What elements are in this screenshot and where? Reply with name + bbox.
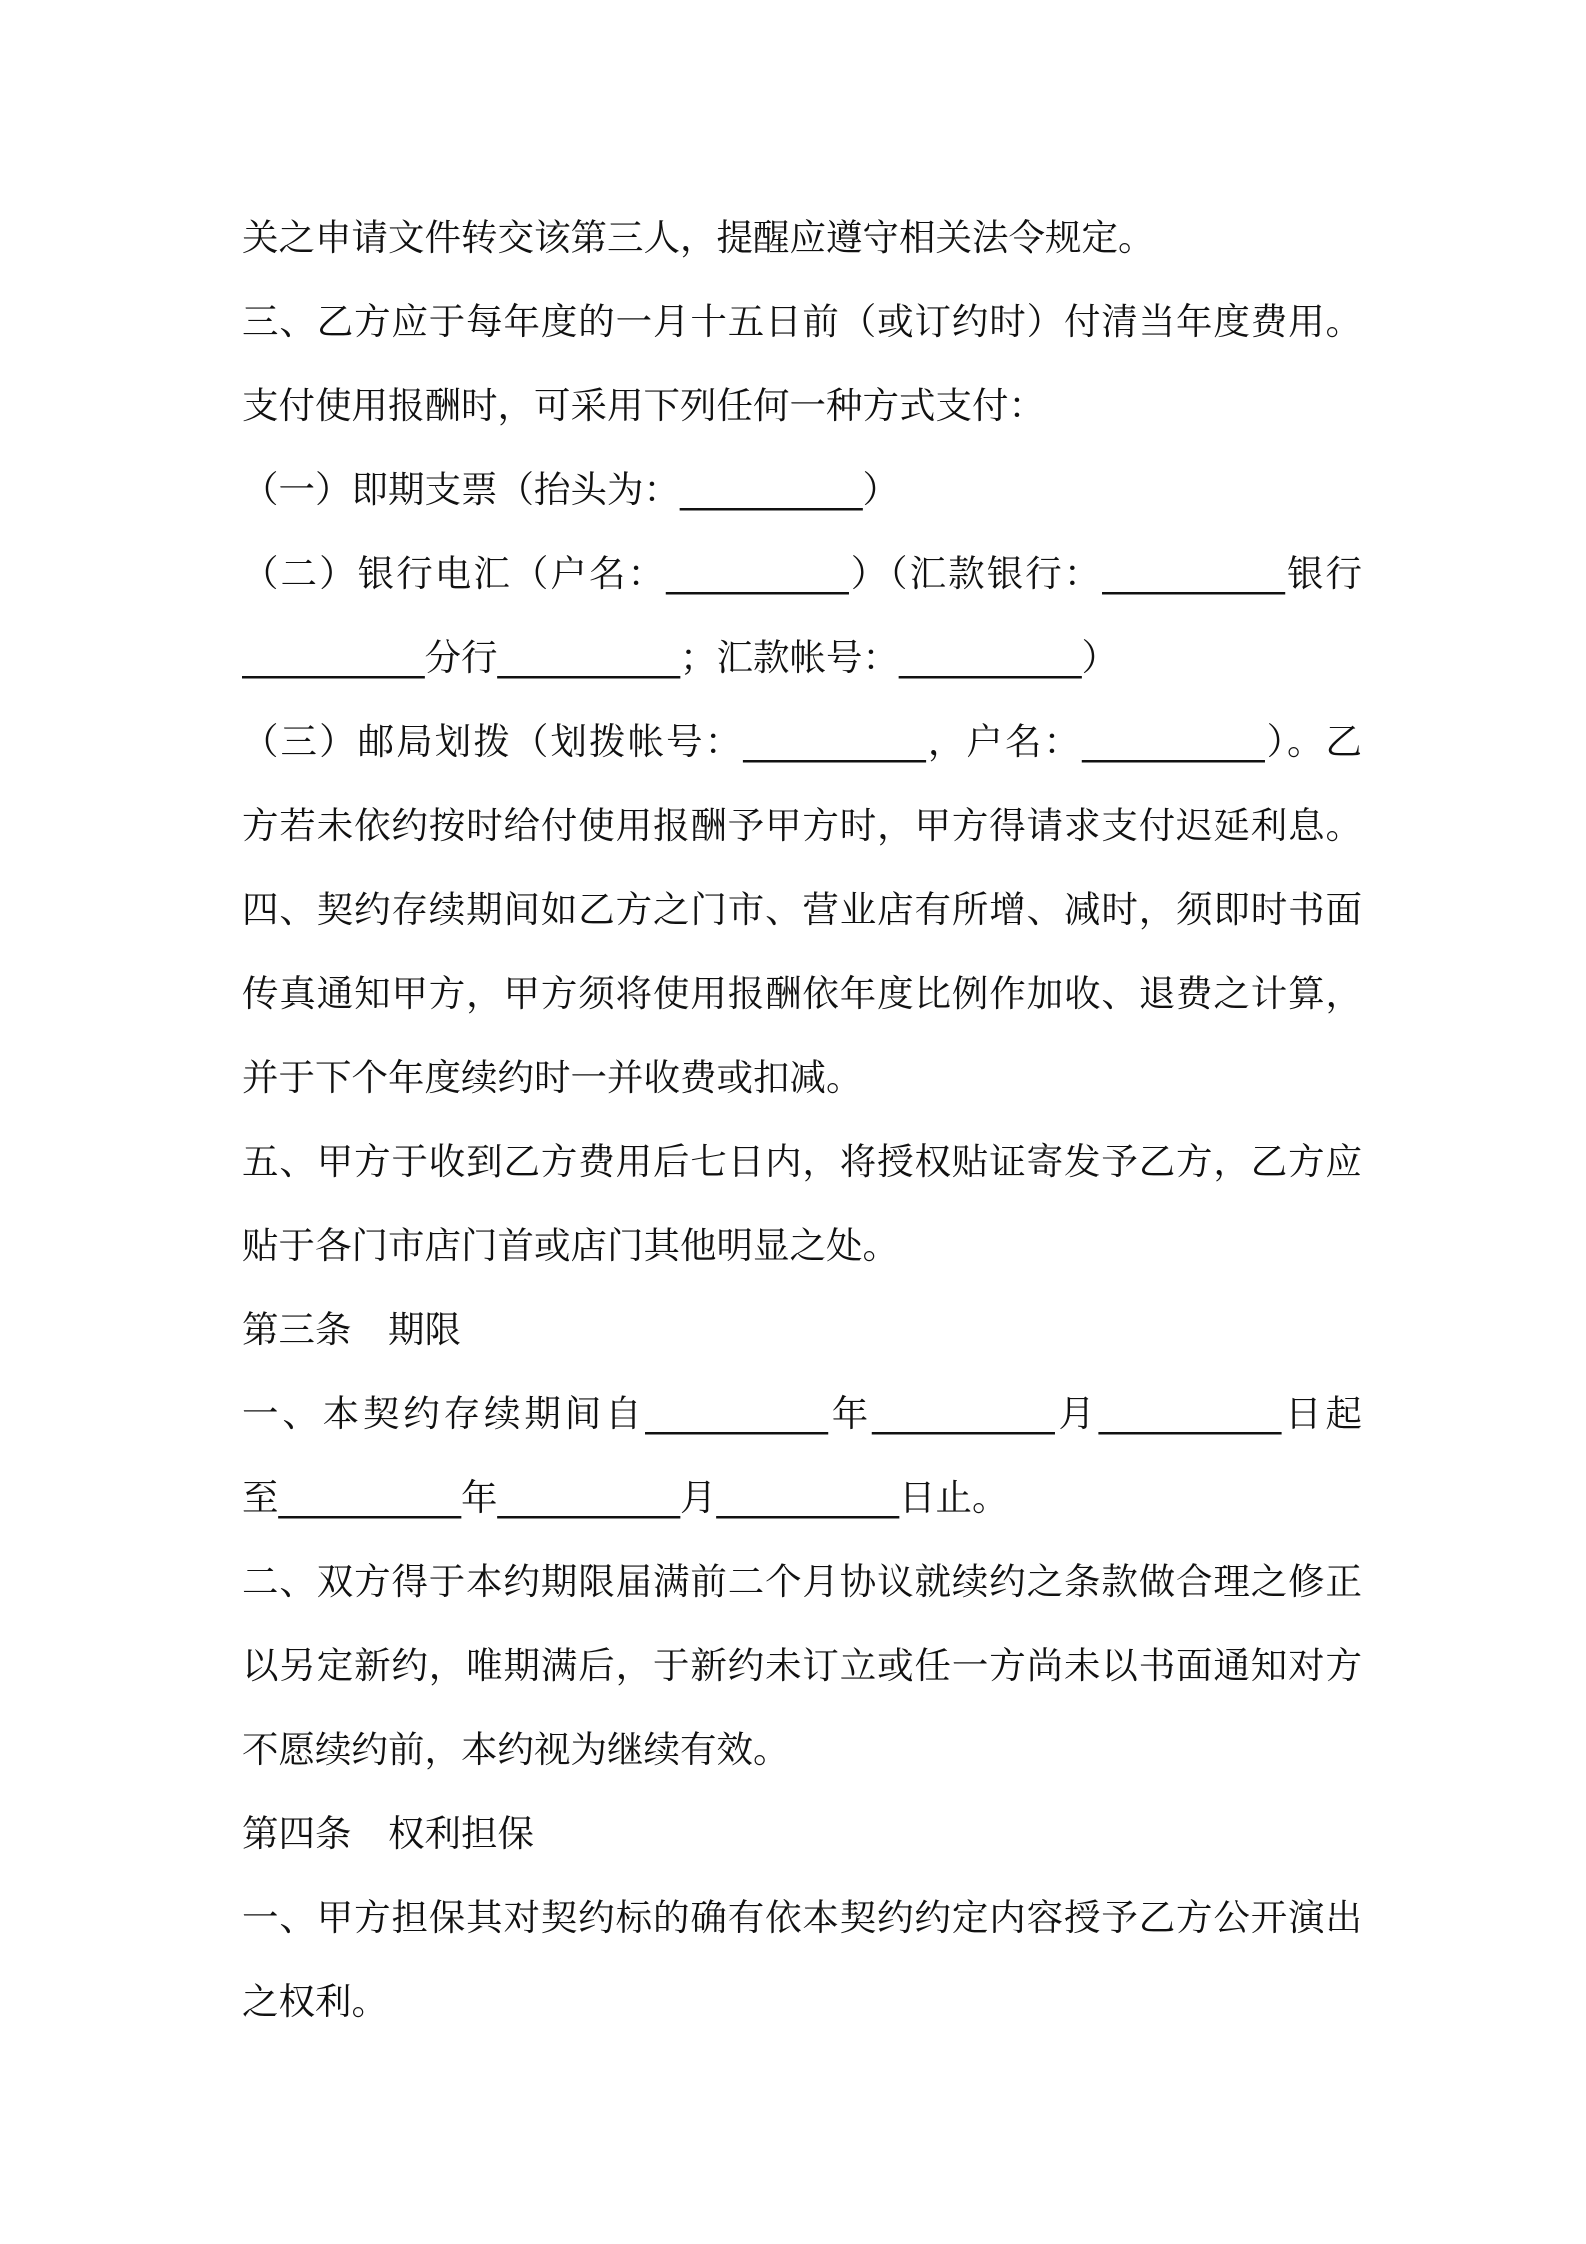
paragraph-line: __________分行__________；汇款帐号：__________） xyxy=(242,636,1118,679)
paragraph-line: 传真通知甲方，甲方须将使用报酬依年度比例作加收、退费之计算， xyxy=(242,972,1362,1015)
paragraph-line: 以另定新约，唯期满后，于新约未订立或任一方尚未以书面通知对方 xyxy=(242,1644,1362,1687)
paragraph-line: 贴于各门市店门首或店门其他明显之处。 xyxy=(242,1224,899,1267)
paragraph-line: 至__________年__________月__________日止。 xyxy=(242,1476,1009,1519)
section-heading: 第四条 权利担保 xyxy=(242,1812,534,1855)
paragraph-line: （一）即期支票（抬头为：__________） xyxy=(242,468,899,511)
paragraph-line: 之权利。 xyxy=(242,1980,388,2023)
paragraph-line: 五、甲方于收到乙方费用后七日内，将授权贴证寄发予乙方，乙方应 xyxy=(242,1140,1362,1183)
paragraph-line: 支付使用报酬时，可采用下列任何一种方式支付： xyxy=(242,384,1045,427)
document-body xyxy=(242,196,1362,2044)
paragraph-line: 并于下个年度续约时一并收费或扣减。 xyxy=(242,1056,863,1099)
paragraph-line: （三）邮局划拨（划拨帐号：__________，户名：__________）。乙 xyxy=(242,720,1362,763)
paragraph-line: 方若未依约按时给付使用报酬予甲方时，甲方得请求支付迟延利息。 xyxy=(242,804,1362,847)
paragraph-line: （二）银行电汇（户名：__________）（汇款银行：__________银行 xyxy=(242,552,1362,595)
paragraph-line: 一、甲方担保其对契约标的确有依本契约约定内容授予乙方公开演出 xyxy=(242,1896,1362,1939)
section-heading: 第三条 期限 xyxy=(242,1308,461,1351)
paragraph-line: 一、本契约存续期间自__________年__________月__________日起 xyxy=(242,1392,1362,1435)
paragraph-line: 二、双方得于本约期限届满前二个月协议就续约之条款做合理之修正 xyxy=(242,1560,1362,1603)
paragraph-line: 不愿续约前，本约视为继续有效。 xyxy=(242,1728,790,1771)
paragraph-line: 三、乙方应于每年度的一月十五日前（或订约时）付清当年度费用。 xyxy=(242,300,1362,343)
paragraph-line: 四、契约存续期间如乙方之门市、营业店有所增、减时，须即时书面 xyxy=(242,888,1362,931)
paragraph-line: 关之申请文件转交该第三人，提醒应遵守相关法令规定。 xyxy=(242,216,1155,259)
